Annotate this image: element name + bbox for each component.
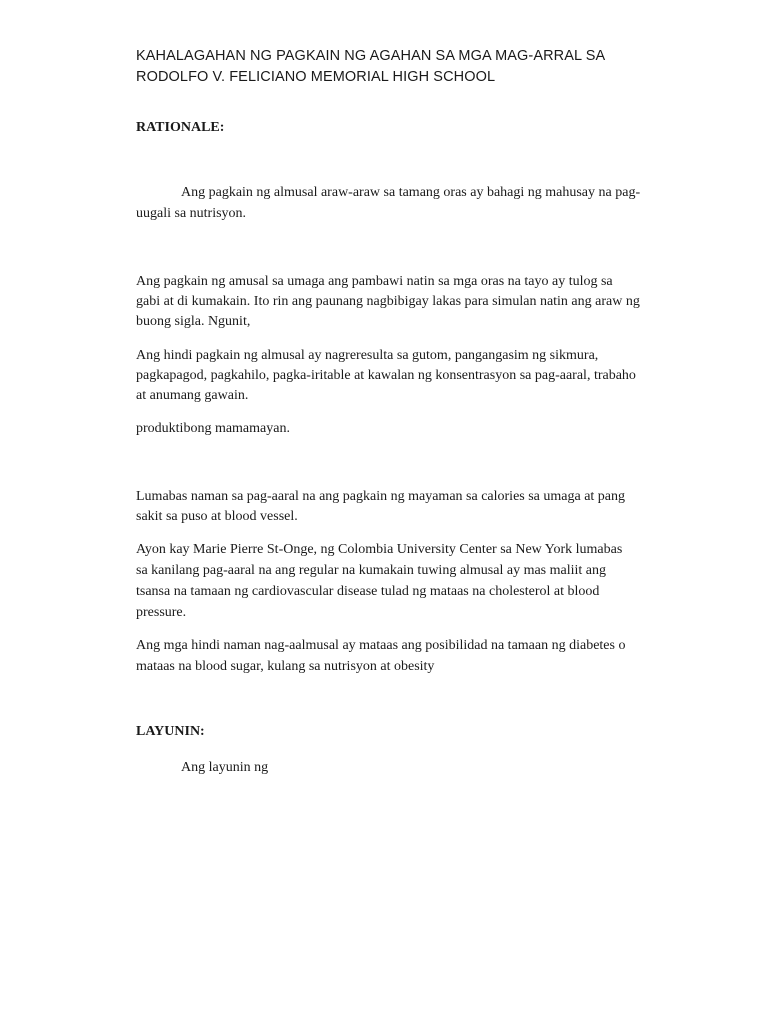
document-title-line-2: RODOLFO V. FELICIANO MEMORIAL HIGH SCHOOL bbox=[136, 69, 496, 85]
paragraph-6-line-4: pressure. bbox=[136, 605, 187, 620]
paragraph-7-line-1: Ang mga hindi naman nag-aalmusal ay mataas ang posibilidad na tamaan ng diabetes o bbox=[136, 638, 626, 653]
paragraph-2-line-2: gabi at di kumakain. Ito rin ang paunang nagbibigay lakas para simulan natin ang araw ng bbox=[136, 294, 640, 309]
paragraph-5-line-1: Lumabas naman sa pag-aaral na ang pagkain ng mayaman sa calories sa umaga at pang bbox=[136, 489, 626, 504]
paragraph-6-line-3: tsansa na tamaan ng cardiovascular disease tulad ng mataas na cholesterol at blood bbox=[136, 584, 600, 599]
paragraph-6-line-2: sa kanilang pag-aaral na ang regular na kumakain tuwing almusal ay mas maliit ang bbox=[136, 563, 607, 578]
paragraph-3-line-3: at anumang gawain. bbox=[136, 388, 249, 403]
paragraph-3-line-1: Ang hindi pagkain ng almusal ay nagreresulta sa gutom, pangangasim ng sikmura, bbox=[136, 348, 599, 363]
layunin-heading: LAYUNIN: bbox=[136, 724, 205, 739]
paragraph-7-line-2: mataas na blood sugar, kulang sa nutrisyon at obesity bbox=[136, 659, 435, 674]
paragraph-2-line-1: Ang pagkain ng amusal sa umaga ang pambawi natin sa mga oras na tayo ay tulog sa bbox=[136, 274, 613, 289]
document-title-line-1: KAHALAGAHAN NG PAGKAIN NG AGAHAN SA MGA MAG-ARRAL SA bbox=[136, 48, 606, 64]
paragraph-1-line-2: uugali sa nutrisyon. bbox=[136, 206, 247, 221]
rationale-heading: RATIONALE: bbox=[136, 120, 225, 135]
paragraph-3-line-2: pagkapagod, pagkahilo, pagka-iritable at kawalan ng konsentrasyon sa pag-aaral, trabaho bbox=[136, 368, 636, 383]
layunin-text: Ang layunin ng bbox=[181, 760, 269, 775]
paragraph-1-line-1: Ang pagkain ng almusal araw-araw sa tamang oras ay bahagi ng mahusay na pag- bbox=[181, 185, 641, 200]
paragraph-5-line-2: sakit sa puso at blood vessel. bbox=[136, 509, 298, 524]
paragraph-2-line-3: buong sigla. Ngunit, bbox=[136, 314, 251, 329]
paragraph-6-line-1: Ayon kay Marie Pierre St-Onge, ng Colombia University Center sa New York lumabas bbox=[136, 542, 623, 557]
paragraph-4-line-1: produktibong mamamayan. bbox=[136, 421, 290, 436]
